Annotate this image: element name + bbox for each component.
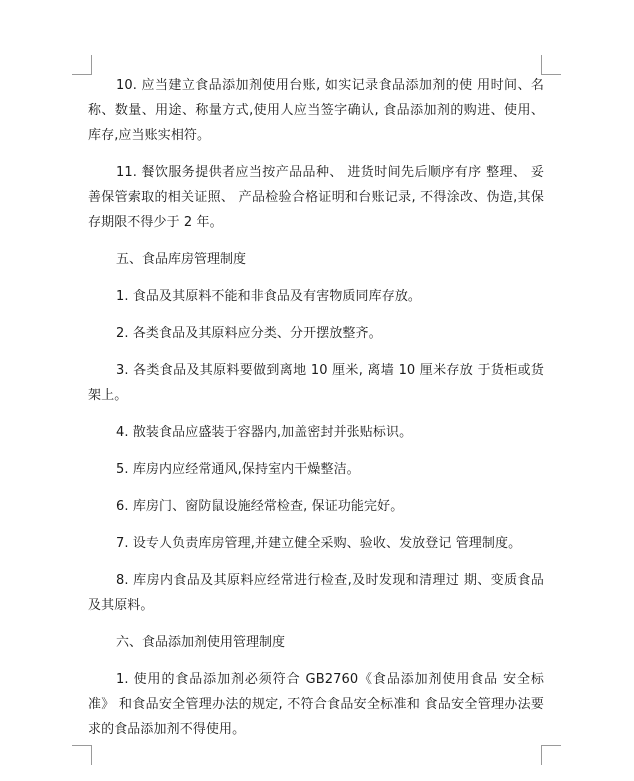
page-corner-mark-top-right	[541, 55, 561, 75]
paragraph-item-10: 10. 应当建立食品添加剂使用台账, 如实记录食品添加剂的使 用时间、名称、数量、用途、称量方式,使用人应当签字确认, 食品添加剂的购进、使用、库存,应当账实相符。	[88, 78, 544, 143]
section-heading-additives: 六、食品添加剂使用管理制度	[116, 635, 286, 650]
paragraph-warehouse-8: 8. 库房内食品及其原料应经常进行检查,及时发现和清理过 期、变质食品及其原料。	[88, 573, 544, 613]
paragraph-warehouse-2: 2. 各类食品及其原料应分类、分开摆放整齐。	[116, 326, 382, 341]
paragraph-additives-1: 1. 使用的食品添加剂必须符合 GB2760《食品添加剂使用食品 安全标准》 和食品安全管理办法的规定, 不符合食品安全标准和 食品安全管理办法要求的食品添加剂不得使用。	[88, 672, 544, 737]
page-corner-mark-top-left	[72, 55, 92, 75]
paragraph-warehouse-1: 1. 食品及其原料不能和非食品及有害物质同库存放。	[116, 289, 422, 304]
paragraph-item-11: 11. 餐饮服务提供者应当按产品品种、 进货时间先后顺序有序 整理、 妥善保管索取的相关证照、 产品检验合格证明和台账记录, 不得涂改、伪造,其保存期限不得少于 2 年。	[88, 165, 544, 230]
paragraph-warehouse-3: 3. 各类食品及其原料要做到离地 10 厘米, 离墙 10 厘米存放 于货柜或货架上。	[88, 363, 544, 403]
paragraph-warehouse-4: 4. 散装食品应盛装于容器内,加盖密封并张贴标识。	[116, 425, 413, 440]
paragraph-warehouse-7: 7. 设专人负责库房管理,并建立健全采购、验收、发放登记 管理制度。	[116, 536, 522, 551]
page-corner-mark-bottom-right	[541, 745, 561, 765]
paragraph-warehouse-5: 5. 库房内应经常通风,保持室内干燥整洁。	[116, 462, 360, 477]
paragraph-warehouse-6: 6. 库房门、窗防鼠设施经常检查, 保证功能完好。	[116, 499, 404, 514]
document-body	[88, 73, 544, 754]
section-heading-warehouse: 五、食品库房管理制度	[116, 252, 247, 267]
